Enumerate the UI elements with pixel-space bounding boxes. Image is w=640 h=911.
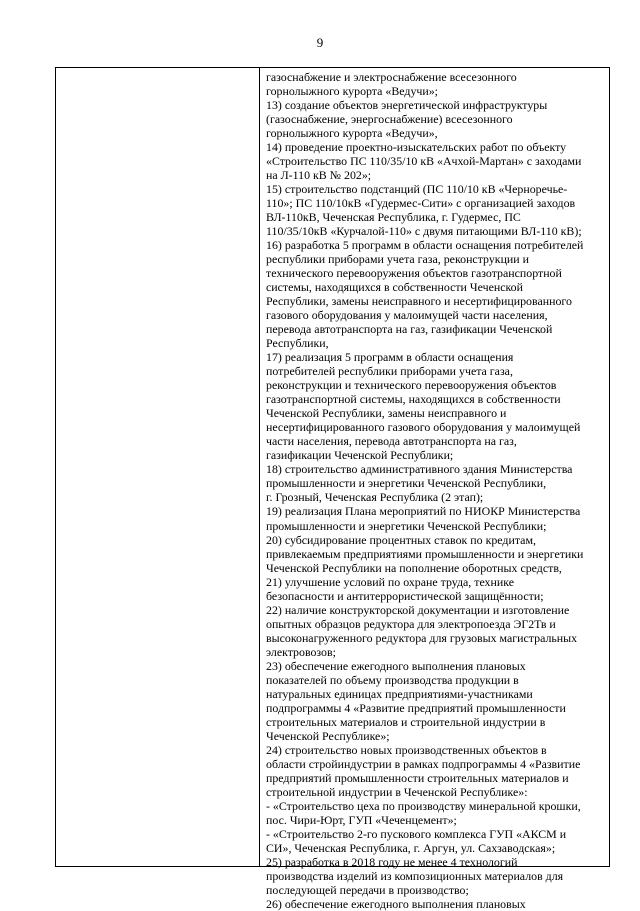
text-line: 15) строительство подстанций (ПС 110/10 кВ «Черноречье- (266, 182, 568, 197)
text-line: газификации Чеченской Республики; (266, 448, 454, 463)
text-line: 21) улучшение условий по охране труда, технике (266, 574, 514, 589)
table-right-cell (261, 68, 609, 911)
text-line: Республики, замены неисправного и несертифицированного (266, 294, 572, 309)
text-line: газоснабжение и электроснабжение всесезонного (266, 70, 517, 84)
text-line: привлекаемым предприятиями промышленности и энергетики (266, 546, 584, 561)
text-line: горнолыжного курорта «Ведучи», (266, 126, 438, 141)
text-line: опытных образцов редуктора для электропоезда ЭГ2Тв и (266, 616, 556, 631)
text-line: г. Грозный, Чеченская Республика (2 этап); (266, 490, 484, 505)
text-line: Республики, (266, 336, 329, 351)
text-line: строительных материалов и строительной индустрии в (266, 714, 546, 729)
text-line: 26) обеспечение ежегодного выполнения плановых (266, 896, 526, 911)
text-line: Чеченской Республики, замены неисправного и (266, 406, 507, 421)
text-line: 13) создание объектов энергетической инфраструктуры (266, 98, 548, 113)
text-line: последующей передачи в производство; (266, 882, 469, 897)
document-table (55, 67, 610, 911)
table-left-cell (56, 68, 260, 866)
text-line: на Л-110 кВ № 202»; (266, 168, 372, 183)
text-line: - «Строительство 2-го пускового комплекса ГУП «АКСМ и (266, 826, 567, 841)
text-line: 110»; ПС 110/10кВ «Гудермес-Сити» с организацией заходов (266, 196, 576, 211)
text-line: 22) наличие конструкторской документации и изготовление (266, 602, 570, 617)
text-line: потребителей республики приборами учета газа, (266, 364, 513, 379)
text-line: 23) обеспечение ежегодного выполнения плановых (266, 658, 526, 673)
text-line: реконструкции и технического перевооружения объектов (266, 378, 557, 393)
text-line: Чеченской Республики на пополнение оборотных средств, (266, 560, 562, 575)
text-line: электровозов; (266, 644, 336, 659)
text-line: 20) субсидирование процентных ставок по кредитам, (266, 532, 536, 547)
text-line: перевода автотранспорта на газ, газификации Чеченской (266, 322, 553, 337)
text-line: подпрограммы 4 «Развитие предприятий промышленности (266, 700, 566, 715)
text-line: части населения, перевода автотранспорта на газ, (266, 434, 517, 449)
text-line: 16) разработка 5 программ в области оснащения потребителей (266, 238, 584, 253)
text-line: 18) строительство административного здания Министерства (266, 462, 573, 477)
text-line: технического перевооружения объектов газотранспортной (266, 266, 562, 281)
text-line: СИ», Чеченская Республика, г. Аргун, ул. Сахзаводская»; (266, 840, 556, 855)
text-line: - «Строительство цеха по производству минеральной крошки, (266, 798, 581, 813)
text-line: 24) строительство новых производственных объектов в (266, 742, 547, 757)
text-line: строительной индустрии в Чеченской Республике»: (266, 784, 528, 799)
text-line: системы, находящихся в собственности Чеченской (266, 280, 523, 295)
text-line: области стройиндустрии в рамках подпрограммы 4 «Развитие (266, 756, 581, 771)
text-line: производства изделий из композиционных материалов для (266, 868, 564, 883)
text-line: 14) проведение проектно-изыскательских работ по объекту (266, 140, 567, 155)
text-line: Чеченской Республике»; (266, 728, 390, 743)
text-line: предприятий промышленности строительных материалов и (266, 770, 569, 785)
text-line: высоконагруженного редуктора для грузовых магистральных (266, 630, 578, 645)
text-line: «Строительство ПС 110/35/10 кВ «Ачхой-Мартан» с заходами (266, 154, 582, 169)
text-line: 17) реализация 5 программ в области оснащения (266, 350, 514, 365)
text-line: безопасности и антитеррористической защищённости; (266, 588, 544, 603)
text-line: промышленности и энергетики Чеченской Республики, (266, 476, 547, 491)
text-line: натуральных единицах предприятиями-участниками (266, 686, 533, 701)
text-line: несертифицированного газового оборудования у малоимущей (266, 420, 581, 435)
text-line: пос. Чири-Юрт, ГУП «Чеченцемент»; (266, 812, 457, 827)
text-line: 25) разработка в 2018 году не менее 4 технологий (266, 854, 518, 869)
page-number: 9 (316, 35, 324, 50)
text-line: показателей по объему производства продукции в (266, 672, 519, 687)
text-line: (газоснабжение, энергоснабжение) всесезонного (266, 112, 513, 127)
text-line: республики приборами учета газа, реконструкции и (266, 252, 529, 267)
text-line: газового оборудования у малоимущей части населения, (266, 308, 548, 323)
text-line: 19) реализация Плана мероприятий по НИОКР Министерства (266, 504, 581, 519)
text-line: газотранспортной системы, находящихся в собственности (266, 392, 561, 407)
text-line: ВЛ-110кВ, Чеченская Республика, г. Гудермес, ПС (266, 210, 521, 225)
text-line: горнолыжного курорта «Ведучи»; (266, 84, 438, 99)
text-line: промышленности и энергетики Чеченской Республики; (266, 518, 547, 533)
text-line: 110/35/10кВ «Курчалой-110» с двумя питающими ВЛ-110 кВ); (266, 224, 582, 239)
